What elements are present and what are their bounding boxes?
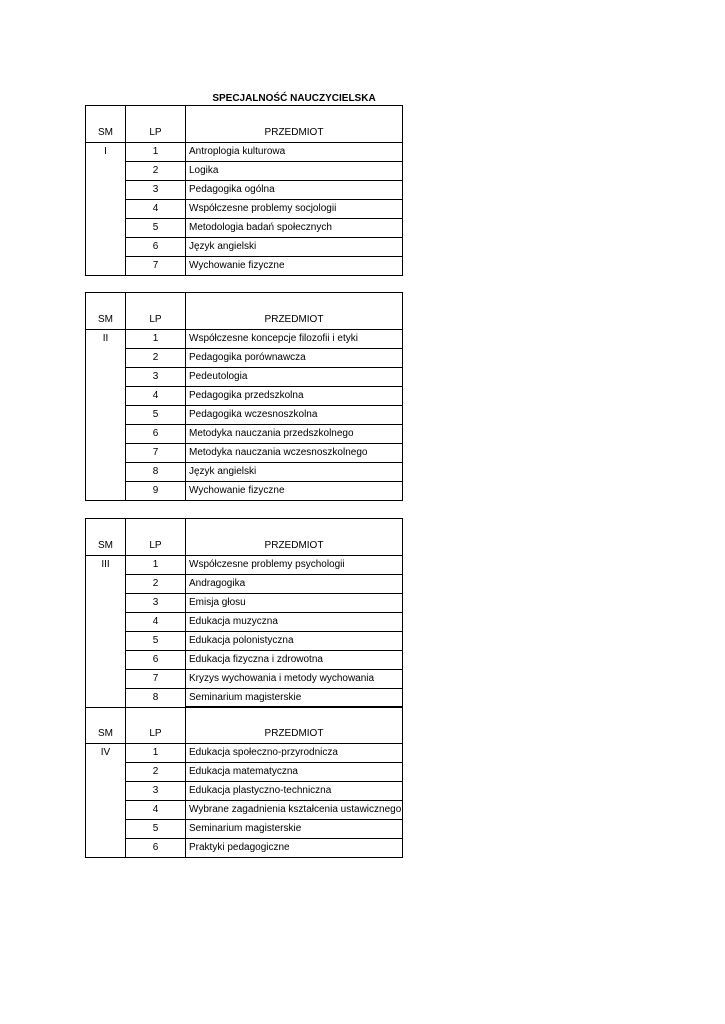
empty-cell — [86, 293, 126, 312]
empty-cell — [86, 689, 126, 708]
table-row — [86, 349, 403, 368]
subject-name: Współczesne koncepcje filozofii i etyki — [186, 330, 403, 349]
subject-name: Emisja głosu — [186, 594, 403, 613]
empty-cell — [86, 425, 126, 444]
table-row — [86, 594, 403, 613]
subject-name: Edukacja muzyczna — [186, 613, 403, 632]
subject-name: Andragogika — [186, 575, 403, 594]
header-przedmiot: PRZEDMIOT — [186, 311, 403, 330]
row-number: 1 — [126, 330, 186, 349]
row-number: 2 — [126, 162, 186, 181]
row-number: 7 — [126, 257, 186, 276]
semester-table — [85, 706, 403, 858]
row-number: 4 — [126, 613, 186, 632]
row-number: 5 — [126, 406, 186, 425]
table-row — [86, 782, 403, 801]
row-number: 6 — [126, 651, 186, 670]
empty-cell — [86, 763, 126, 782]
subject-name: Logika — [186, 162, 403, 181]
subject-name: Praktyki pedagogiczne — [186, 839, 403, 858]
row-number: 5 — [126, 219, 186, 238]
row-number: 9 — [126, 482, 186, 501]
table-row — [86, 463, 403, 482]
empty-cell — [86, 632, 126, 651]
subject-name: Współczesne problemy psychologii — [186, 556, 403, 575]
subject-name: Metodyka nauczania wczesnoszkolnego — [186, 444, 403, 463]
empty-cell — [186, 707, 403, 726]
empty-cell — [86, 219, 126, 238]
row-number: 3 — [126, 594, 186, 613]
subject-name: Edukacja społeczno-przyrodnicza — [186, 744, 403, 763]
empty-cell — [86, 707, 126, 726]
table-header-row — [86, 311, 403, 330]
table-row — [86, 257, 403, 276]
header-sm: SM — [86, 537, 126, 556]
header-przedmiot: PRZEDMIOT — [186, 537, 403, 556]
semester-label: III — [86, 556, 126, 575]
table-row — [86, 613, 403, 632]
empty-cell — [86, 670, 126, 689]
table-row — [86, 162, 403, 181]
subject-name: Pedagogika wczesnoszkolna — [186, 406, 403, 425]
table-row — [86, 839, 403, 858]
row-number: 3 — [126, 368, 186, 387]
empty-cell — [86, 594, 126, 613]
header-sm: SM — [86, 311, 126, 330]
table-row — [86, 556, 403, 575]
table-row — [86, 143, 403, 162]
header-lp: LP — [126, 537, 186, 556]
subject-name: Edukacja plastyczno-techniczna — [186, 782, 403, 801]
subject-name: Metodyka nauczania przedszkolnego — [186, 425, 403, 444]
empty-cell — [86, 349, 126, 368]
empty-cell — [86, 575, 126, 594]
table-row — [86, 575, 403, 594]
row-number: 8 — [126, 463, 186, 482]
subject-name: Pedagogika porównawcza — [186, 349, 403, 368]
table-row — [86, 482, 403, 501]
table-row — [86, 801, 403, 820]
table-row — [86, 632, 403, 651]
empty-cell — [86, 387, 126, 406]
subject-name: Metodologia badań społecznych — [186, 219, 403, 238]
table-row — [86, 406, 403, 425]
header-lp: LP — [126, 725, 186, 744]
empty-cell — [186, 106, 403, 125]
row-number: 7 — [126, 670, 186, 689]
row-number: 1 — [126, 556, 186, 575]
table-row — [86, 670, 403, 689]
subject-name: Edukacja matematyczna — [186, 763, 403, 782]
subject-name: Wychowanie fizyczne — [186, 482, 403, 501]
row-number: 7 — [126, 444, 186, 463]
table-row — [86, 330, 403, 349]
subject-name: Wychowanie fizyczne — [186, 257, 403, 276]
empty-cell — [86, 181, 126, 200]
document-title: SPECJALNOŚĆ NAUCZYCIELSKA — [212, 93, 376, 104]
table-spacer-row — [86, 519, 403, 538]
empty-cell — [126, 707, 186, 726]
subject-name: Antroplogia kulturowa — [186, 143, 403, 162]
header-sm: SM — [86, 725, 126, 744]
table-row — [86, 651, 403, 670]
empty-cell — [86, 801, 126, 820]
row-number: 2 — [126, 349, 186, 368]
empty-cell — [86, 444, 126, 463]
row-number: 4 — [126, 200, 186, 219]
semester-table — [85, 292, 403, 501]
header-lp: LP — [126, 124, 186, 143]
semester-table — [85, 105, 403, 276]
subject-name: Pedagogika ogólna — [186, 181, 403, 200]
header-lp: LP — [126, 311, 186, 330]
row-number: 4 — [126, 387, 186, 406]
row-number: 5 — [126, 820, 186, 839]
table-header-row — [86, 725, 403, 744]
table-row — [86, 444, 403, 463]
subject-name: Pedagogika przedszkolna — [186, 387, 403, 406]
empty-cell — [86, 238, 126, 257]
header-przedmiot: PRZEDMIOT — [186, 725, 403, 744]
table-spacer-row — [86, 293, 403, 312]
empty-cell — [86, 839, 126, 858]
row-number: 6 — [126, 839, 186, 858]
table-spacer-row — [86, 106, 403, 125]
subject-name: Współczesne problemy socjologii — [186, 200, 403, 219]
empty-cell — [186, 519, 403, 538]
subject-name: Pedeutologia — [186, 368, 403, 387]
semester-label: II — [86, 330, 126, 349]
subject-name: Kryzys wychowania i metody wychowania — [186, 670, 403, 689]
table-row — [86, 219, 403, 238]
row-number: 6 — [126, 425, 186, 444]
empty-cell — [86, 463, 126, 482]
subject-name: Wybrane zagadnienia kształcenia ustawicznego — [186, 801, 403, 820]
table-row — [86, 820, 403, 839]
empty-cell — [126, 293, 186, 312]
row-number: 2 — [126, 575, 186, 594]
subject-name: Seminarium magisterskie — [186, 820, 403, 839]
empty-cell — [86, 257, 126, 276]
table-row — [86, 200, 403, 219]
header-sm: SM — [86, 124, 126, 143]
empty-cell — [126, 106, 186, 125]
empty-cell — [86, 162, 126, 181]
semester-table — [85, 518, 403, 708]
table-row — [86, 689, 403, 708]
empty-cell — [86, 651, 126, 670]
empty-cell — [126, 519, 186, 538]
row-number: 3 — [126, 181, 186, 200]
subject-name: Edukacja fizyczna i zdrowotna — [186, 651, 403, 670]
table-row — [86, 368, 403, 387]
row-number: 4 — [126, 801, 186, 820]
empty-cell — [86, 482, 126, 501]
header-przedmiot: PRZEDMIOT — [186, 124, 403, 143]
empty-cell — [86, 106, 126, 125]
empty-cell — [86, 519, 126, 538]
semester-label: IV — [86, 744, 126, 763]
empty-cell — [86, 613, 126, 632]
row-number: 3 — [126, 782, 186, 801]
table-row — [86, 763, 403, 782]
subject-name: Edukacja polonistyczna — [186, 632, 403, 651]
table-row — [86, 744, 403, 763]
table-row — [86, 181, 403, 200]
empty-cell — [186, 293, 403, 312]
row-number: 8 — [126, 689, 186, 708]
subject-name: Język angielski — [186, 238, 403, 257]
empty-cell — [86, 200, 126, 219]
empty-cell — [86, 820, 126, 839]
empty-cell — [86, 368, 126, 387]
table-row — [86, 425, 403, 444]
semester-label: I — [86, 143, 126, 162]
table-spacer-row — [86, 707, 403, 726]
table-header-row — [86, 537, 403, 556]
subject-name: Seminarium magisterskie — [186, 689, 403, 708]
row-number: 1 — [126, 744, 186, 763]
empty-cell — [86, 406, 126, 425]
row-number: 1 — [126, 143, 186, 162]
subject-name: Język angielski — [186, 463, 403, 482]
table-row — [86, 387, 403, 406]
table-row — [86, 238, 403, 257]
row-number: 5 — [126, 632, 186, 651]
table-header-row — [86, 124, 403, 143]
row-number: 6 — [126, 238, 186, 257]
row-number: 2 — [126, 763, 186, 782]
empty-cell — [86, 782, 126, 801]
